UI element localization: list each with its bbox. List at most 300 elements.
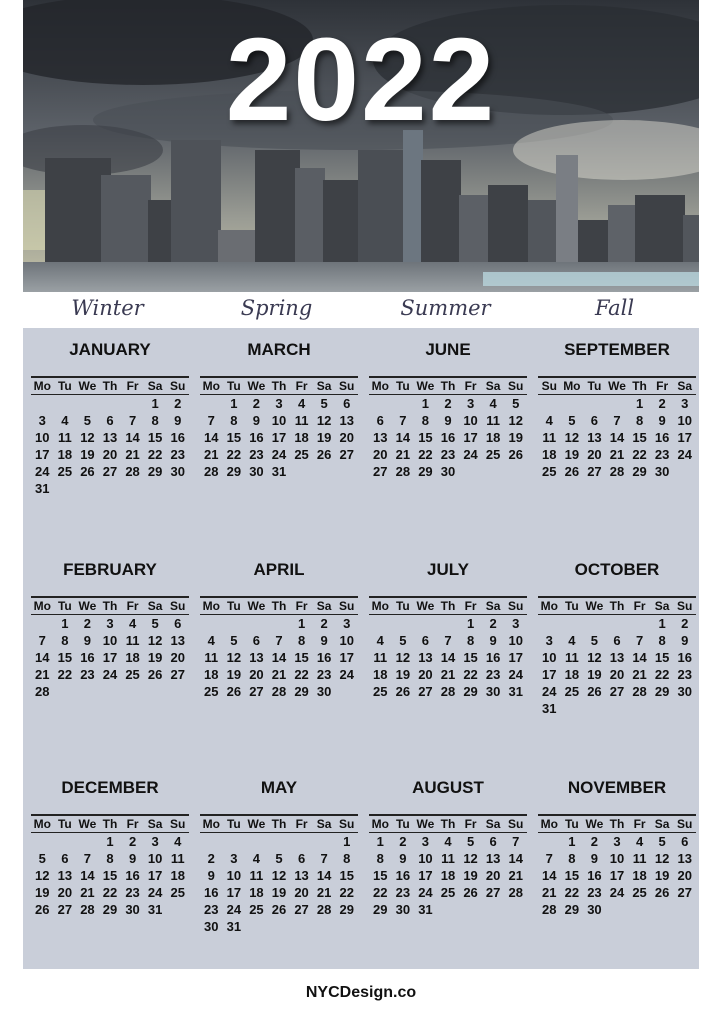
season-winter: Winter (71, 296, 144, 320)
empty-cell (31, 833, 54, 850)
day-cell: 28 (316, 902, 332, 917)
day-cell: 16 (170, 430, 185, 445)
weekday-label: Mo (371, 599, 389, 613)
weekday-label: Sa (654, 817, 670, 831)
month-march (200, 338, 358, 480)
day-grid (31, 395, 189, 497)
day-cell: 5 (275, 851, 283, 866)
day-cell: 17 (609, 868, 625, 883)
day-cell: 22 (147, 447, 163, 462)
day-cell: 1 (568, 834, 576, 849)
month-title: MAY (260, 778, 298, 797)
day-cell: 19 (316, 430, 332, 445)
day-cell: 14 (204, 430, 219, 445)
day-cell: 7 (635, 633, 644, 648)
weekday-label: Su (508, 599, 524, 613)
weekday-label: Tu (226, 599, 241, 613)
day-cell: 27 (373, 464, 388, 479)
empty-cell (392, 395, 415, 412)
day-cell: 29 (564, 902, 580, 917)
day-cell: 20 (249, 667, 264, 682)
day-cell: 13 (373, 430, 388, 445)
empty-cell (31, 615, 54, 632)
day-cell: 17 (271, 430, 287, 445)
weekday-label: Tu (395, 817, 410, 831)
day-cell: 19 (147, 650, 163, 665)
weekday-label: Mo (33, 817, 51, 831)
weekday-label: Fr (656, 379, 669, 393)
day-cell: 10 (542, 650, 557, 665)
day-cell: 3 (151, 834, 159, 849)
weekday-label: Tu (395, 599, 410, 613)
weekday-label: We (585, 599, 604, 613)
day-cell: 9 (399, 851, 407, 866)
day-cell: 27 (249, 684, 264, 699)
day-cell: 29 (373, 902, 388, 917)
day-cell: 27 (609, 684, 625, 699)
day-cell: 26 (35, 902, 50, 917)
day-cell: 24 (609, 885, 625, 900)
day-cell: 18 (125, 650, 140, 665)
empty-cell (268, 833, 291, 850)
month-january (31, 338, 189, 497)
weekday-label: Su (170, 379, 186, 393)
day-cell: 15 (339, 868, 354, 883)
day-cell: 14 (125, 430, 140, 445)
weekday-label: Tu (226, 817, 241, 831)
day-cell: 11 (57, 430, 72, 445)
day-cell: 8 (658, 633, 666, 648)
day-cell: 23 (316, 667, 332, 682)
day-cell: 30 (587, 902, 602, 917)
day-cell: 4 (128, 616, 137, 631)
weekday-label: We (416, 379, 435, 393)
day-cell: 19 (226, 667, 242, 682)
day-cell: 22 (294, 667, 309, 682)
day-cell: 5 (658, 834, 666, 849)
day-cell: 12 (80, 430, 95, 445)
day-cell: 9 (174, 413, 182, 428)
month-september (538, 338, 696, 480)
day-cell: 20 (57, 885, 73, 900)
day-cell: 10 (418, 851, 433, 866)
day-cell: 30 (440, 464, 456, 479)
day-cell: 6 (613, 633, 621, 648)
empty-cell (561, 615, 584, 632)
day-cell: 7 (83, 851, 92, 866)
day-cell: 10 (609, 851, 625, 866)
day-cell: 27 (418, 684, 433, 699)
day-cell: 28 (632, 684, 647, 699)
weekday-label: Tu (226, 379, 241, 393)
day-cell: 16 (677, 650, 692, 665)
day-cell: 30 (316, 684, 332, 699)
day-cell: 15 (294, 650, 309, 665)
weekday-label: Tu (57, 379, 72, 393)
day-cell: 31 (508, 684, 523, 699)
day-cell: 13 (587, 430, 602, 445)
empty-cell (628, 615, 651, 632)
day-cell: 3 (681, 396, 689, 411)
weekday-label: Sa (316, 599, 332, 613)
day-cell: 19 (463, 868, 478, 883)
empty-cell (369, 615, 392, 632)
day-cell: 6 (106, 413, 114, 428)
empty-cell (99, 395, 122, 412)
day-cell: 6 (297, 851, 306, 866)
day-cell: 26 (463, 885, 478, 900)
day-cell: 3 (106, 616, 114, 631)
day-grid (369, 395, 527, 480)
weekday-header (200, 376, 358, 395)
weekday-header (369, 376, 527, 395)
day-cell: 3 (545, 633, 553, 648)
day-cell: 22 (57, 667, 73, 682)
empty-cell (245, 833, 268, 850)
day-cell: 13 (294, 868, 309, 883)
weekday-label: We (247, 817, 266, 831)
weekday-label: Sa (485, 379, 501, 393)
day-cell: 2 (681, 616, 689, 631)
day-cell: 6 (174, 616, 182, 631)
empty-cell (223, 615, 246, 632)
empty-cell (290, 833, 313, 850)
day-cell: 28 (80, 902, 95, 917)
empty-cell (538, 395, 561, 412)
weekday-label: We (247, 599, 266, 613)
day-cell: 9 (681, 633, 689, 648)
day-cell: 25 (125, 667, 140, 682)
day-cell: 19 (654, 868, 670, 883)
day-grid (538, 395, 696, 480)
empty-cell (76, 833, 99, 850)
day-cell: 1 (421, 396, 430, 411)
day-grid (369, 833, 527, 918)
weekday-label: Th (632, 379, 647, 393)
day-cell: 11 (170, 851, 185, 866)
day-cell: 23 (677, 667, 692, 682)
empty-cell (538, 615, 561, 632)
day-cell: 19 (35, 885, 50, 900)
season-fall: Fall (594, 296, 635, 320)
day-cell: 10 (35, 430, 50, 445)
weekday-label: Su (339, 379, 355, 393)
day-cell: 25 (294, 447, 309, 462)
day-cell: 16 (654, 430, 670, 445)
day-cell: 7 (38, 633, 46, 648)
day-cell: 1 (466, 616, 475, 631)
day-cell: 3 (38, 413, 46, 428)
empty-cell (54, 833, 77, 850)
weekday-label: Mo (563, 379, 581, 393)
day-cell: 17 (677, 430, 692, 445)
day-cell: 5 (151, 616, 159, 631)
month-title: JANUARY (69, 340, 151, 359)
month-february (31, 558, 189, 700)
day-cell: 4 (545, 413, 553, 428)
day-cell: 8 (635, 413, 644, 428)
day-cell: 8 (61, 633, 69, 648)
day-cell: 17 (102, 650, 118, 665)
day-cell: 22 (373, 885, 388, 900)
day-cell: 15 (418, 430, 433, 445)
weekday-label: Su (170, 599, 186, 613)
day-cell: 18 (57, 447, 73, 462)
weekday-label: Fr (464, 817, 477, 831)
day-cell: 24 (147, 885, 163, 900)
day-cell: 14 (316, 868, 332, 883)
month-august (369, 776, 527, 918)
day-cell: 18 (564, 667, 580, 682)
day-cell: 20 (485, 868, 501, 883)
day-cell: 20 (418, 667, 433, 682)
day-cell: 11 (564, 650, 579, 665)
day-cell: 12 (147, 633, 163, 648)
day-grid (31, 615, 189, 700)
day-cell: 11 (441, 851, 455, 866)
weekday-label: We (78, 817, 97, 831)
day-cell: 17 (226, 885, 242, 900)
day-cell: 10 (463, 413, 478, 428)
day-cell: 16 (204, 885, 219, 900)
day-cell: 22 (102, 885, 118, 900)
day-cell: 1 (635, 396, 644, 411)
weekday-label: Tu (587, 379, 602, 393)
day-cell: 30 (677, 684, 692, 699)
day-cell: 19 (587, 667, 602, 682)
month-title: DECEMBER (61, 778, 159, 797)
day-cell: 21 (35, 667, 50, 682)
day-cell: 15 (57, 650, 73, 665)
empty-cell (223, 833, 246, 850)
day-cell: 24 (677, 447, 692, 462)
empty-cell (313, 833, 336, 850)
weekday-header (200, 814, 358, 833)
day-cell: 4 (376, 633, 384, 648)
day-cell: 25 (632, 885, 647, 900)
day-cell: 14 (271, 650, 287, 665)
empty-cell (200, 395, 223, 412)
day-cell: 25 (249, 902, 264, 917)
day-cell: 3 (230, 851, 238, 866)
day-cell: 7 (275, 633, 283, 648)
day-cell: 13 (609, 650, 625, 665)
weekday-label: Fr (295, 379, 308, 393)
weekday-header (31, 376, 189, 395)
day-cell: 9 (320, 633, 328, 648)
day-cell: 21 (440, 667, 456, 682)
day-cell: 18 (373, 667, 388, 682)
month-title: APRIL (253, 560, 305, 579)
day-cell: 2 (174, 396, 182, 411)
day-cell: 15 (654, 650, 670, 665)
empty-cell (414, 615, 437, 632)
day-cell: 5 (83, 413, 92, 428)
day-cell: 21 (609, 447, 625, 462)
day-cell: 30 (249, 464, 264, 479)
weekday-label: Sa (485, 599, 501, 613)
weekday-header (538, 376, 696, 395)
day-cell: 28 (271, 684, 287, 699)
day-cell: 2 (207, 851, 215, 866)
day-cell: 12 (226, 650, 242, 665)
day-cell: 29 (418, 464, 433, 479)
day-cell: 24 (418, 885, 433, 900)
day-cell: 25 (564, 684, 580, 699)
day-cell: 26 (508, 447, 523, 462)
day-cell: 28 (508, 885, 523, 900)
day-cell: 2 (658, 396, 666, 411)
day-grid (369, 615, 527, 700)
day-cell: 16 (440, 430, 456, 445)
month-title: MARCH (247, 340, 311, 359)
day-cell: 19 (395, 667, 411, 682)
day-cell: 23 (249, 447, 264, 462)
weekday-label: Mo (371, 817, 389, 831)
empty-cell (437, 615, 460, 632)
empty-cell (561, 395, 584, 412)
day-cell: 27 (170, 667, 185, 682)
day-cell: 1 (151, 396, 159, 411)
day-cell: 27 (102, 464, 118, 479)
weekday-label: Su (339, 817, 355, 831)
day-cell: 2 (320, 616, 328, 631)
day-cell: 7 (613, 413, 621, 428)
day-cell: 22 (339, 885, 354, 900)
day-cell: 17 (339, 650, 354, 665)
day-cell: 31 (147, 902, 163, 917)
day-cell: 24 (226, 902, 242, 917)
year-title: 2022 (225, 14, 497, 146)
day-cell: 22 (632, 447, 647, 462)
day-cell: 8 (151, 413, 159, 428)
weekday-label: We (78, 379, 97, 393)
day-cell: 2 (252, 396, 261, 411)
weekday-header (31, 596, 189, 615)
day-cell: 12 (508, 413, 523, 428)
month-title: JULY (427, 560, 469, 579)
weekday-header (31, 814, 189, 833)
day-cell: 13 (57, 868, 73, 883)
day-cell: 17 (508, 650, 523, 665)
weekday-label: Mo (540, 599, 558, 613)
day-cell: 11 (125, 633, 140, 648)
day-cell: 13 (418, 650, 433, 665)
day-cell: 18 (249, 885, 264, 900)
day-cell: 29 (294, 684, 309, 699)
day-cell: 2 (128, 834, 137, 849)
day-cell: 4 (207, 633, 215, 648)
day-cell: 9 (590, 851, 599, 866)
month-title: FEBRUARY (63, 560, 157, 579)
day-cell: 8 (106, 851, 114, 866)
day-cell: 6 (590, 413, 599, 428)
day-cell: 17 (463, 430, 478, 445)
day-cell: 30 (125, 902, 140, 917)
day-cell: 26 (271, 902, 287, 917)
day-cell: 6 (61, 851, 69, 866)
day-cell: 11 (542, 430, 557, 445)
day-cell: 10 (339, 633, 354, 648)
day-cell: 7 (399, 413, 407, 428)
day-cell: 20 (373, 447, 388, 462)
day-cell: 27 (677, 885, 692, 900)
day-cell: 3 (512, 616, 520, 631)
empty-cell (583, 615, 606, 632)
day-cell: 15 (373, 868, 388, 883)
day-cell: 4 (568, 633, 576, 648)
day-cell: 6 (376, 413, 384, 428)
day-cell: 9 (658, 413, 666, 428)
day-cell: 2 (83, 616, 92, 631)
day-cell: 19 (271, 885, 287, 900)
day-cell: 24 (102, 667, 118, 682)
day-cell: 16 (80, 650, 95, 665)
day-cell: 21 (395, 447, 411, 462)
day-cell: 21 (632, 667, 647, 682)
day-cell: 28 (440, 684, 456, 699)
day-cell: 16 (316, 650, 332, 665)
empty-cell (200, 615, 223, 632)
day-cell: 5 (568, 413, 576, 428)
month-june (369, 338, 527, 480)
day-cell: 10 (677, 413, 692, 428)
day-cell: 23 (587, 885, 602, 900)
weekday-label: Th (609, 599, 625, 613)
day-cell: 30 (654, 464, 670, 479)
day-cell: 12 (316, 413, 332, 428)
weekday-label: Sa (147, 817, 163, 831)
season-labels (23, 292, 699, 328)
day-cell: 11 (204, 650, 219, 665)
day-cell: 26 (654, 885, 670, 900)
day-cell: 3 (466, 396, 475, 411)
day-cell: 1 (376, 834, 384, 849)
day-cell: 18 (485, 430, 501, 445)
empty-cell (268, 615, 291, 632)
day-cell: 8 (230, 413, 238, 428)
day-cell: 11 (294, 413, 309, 428)
weekday-label: Sa (147, 599, 163, 613)
day-cell: 10 (147, 851, 163, 866)
day-cell: 7 (444, 633, 452, 648)
weekday-label: Th (440, 599, 456, 613)
month-title: OCTOBER (574, 560, 660, 579)
day-cell: 31 (226, 919, 242, 934)
day-cell: 14 (35, 650, 50, 665)
day-cell: 23 (485, 667, 501, 682)
weekday-label: Su (170, 817, 186, 831)
day-cell: 3 (343, 616, 351, 631)
weekday-label: Th (271, 817, 287, 831)
day-cell: 13 (102, 430, 118, 445)
empty-cell (369, 395, 392, 412)
day-cell: 7 (512, 834, 520, 849)
empty-cell (606, 395, 629, 412)
weekday-label: Su (677, 817, 693, 831)
weekday-header (369, 596, 527, 615)
weekday-label: Mo (202, 817, 220, 831)
weekday-label: Mo (33, 599, 51, 613)
day-cell: 16 (587, 868, 602, 883)
day-cell: 22 (418, 447, 433, 462)
day-cell: 20 (587, 447, 602, 462)
day-cell: 26 (147, 667, 163, 682)
month-may (200, 776, 358, 935)
day-cell: 28 (609, 464, 625, 479)
season-spring: Spring (240, 296, 313, 320)
day-cell: 14 (542, 868, 557, 883)
